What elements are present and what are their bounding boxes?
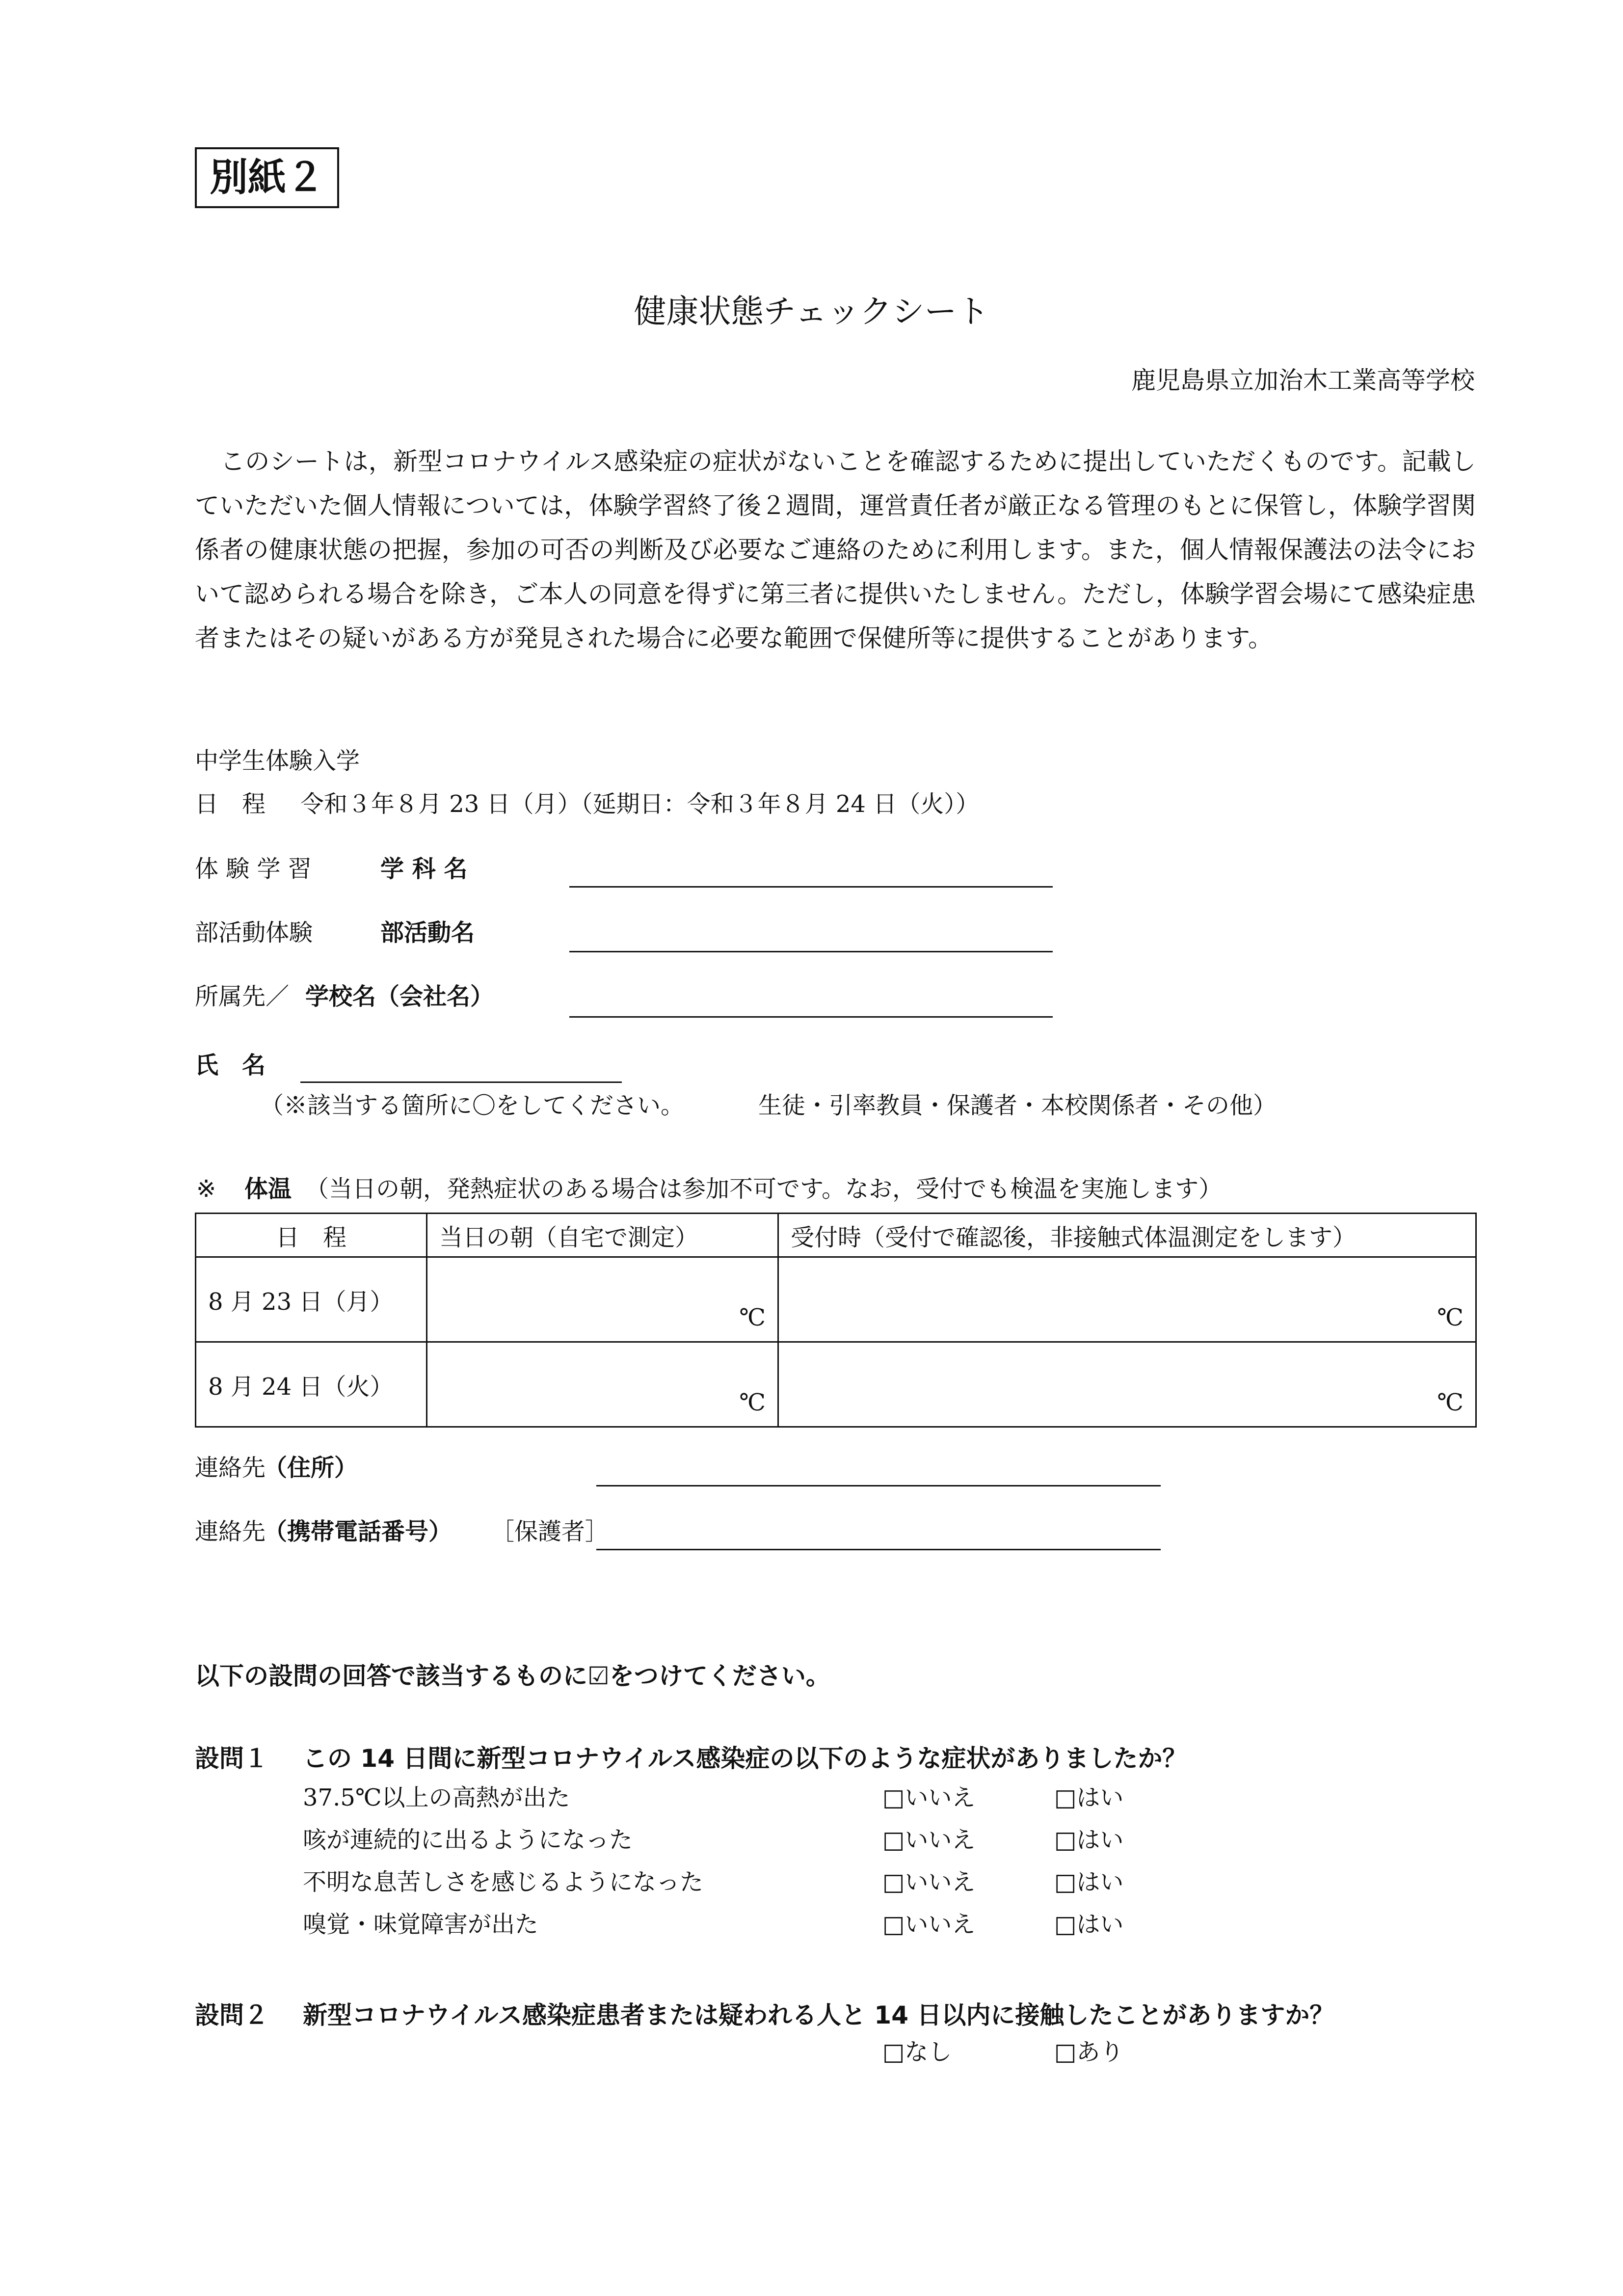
q1-no-checkbox[interactable]: □いいえ <box>882 1826 976 1854</box>
reception-temp-cell[interactable] <box>778 1257 1476 1342</box>
q1-yes-checkbox[interactable]: □はい <box>1054 1826 1124 1854</box>
q1-text: この 14 日間に新型コロナウイルス感染症の以下のような症状がありましたか？ <box>303 1744 1187 1773</box>
q1-item: 37.5℃以上の高熱が出た <box>303 1784 570 1811</box>
phone-input-line[interactable] <box>596 1549 1161 1550</box>
header-morning: 当日の朝（自宅で測定） <box>427 1214 778 1257</box>
header-schedule: 日 程 <box>196 1214 427 1257</box>
school-name: 鹿児島県立加治木工業高等学校 <box>1131 366 1475 395</box>
event-schedule-label: 日 程 <box>195 790 266 818</box>
affil-prefix: 所属先／ <box>195 983 290 1010</box>
club-label: 部活動名 <box>380 919 475 946</box>
table-header-row <box>196 1214 1476 1257</box>
celsius-unit: ℃ <box>739 1389 766 1416</box>
q2-label: 設問２ <box>195 2001 268 2029</box>
celsius-unit: ℃ <box>1437 1389 1463 1416</box>
temp-label: 体温 <box>244 1175 292 1203</box>
dept-label: 学 科 名 <box>380 855 468 883</box>
q1-item: 嗅覚・味覚障害が出た <box>303 1911 539 1938</box>
morning-temp-cell[interactable] <box>427 1257 778 1342</box>
celsius-unit: ℃ <box>739 1304 766 1331</box>
q1-no-checkbox[interactable]: □いいえ <box>882 1784 976 1811</box>
role-options[interactable]: 生徒・引率教員・保護者・本校関係者・その他） <box>758 1092 1277 1119</box>
q2-no-checkbox[interactable]: □なし <box>882 2038 952 2066</box>
affil-label: 学校名（会社名） <box>305 983 494 1010</box>
morning-temp-cell[interactable] <box>427 1342 778 1427</box>
dept-input-line[interactable] <box>569 886 1053 888</box>
q2-text: 新型コロナウイルス感染症患者または疑われる人と 14 日以内に接触したことがありますか？ <box>303 2001 1334 2029</box>
page-title: 健康状態チェックシート <box>634 293 989 330</box>
q1-no-checkbox[interactable]: □いいえ <box>882 1868 976 1896</box>
header-reception: 受付時（受付で確認後，非接触式体温測定をします） <box>778 1214 1476 1257</box>
club-prefix: 部活動体験 <box>195 919 313 946</box>
instruction: 以下の設問の回答で該当するものに☑をつけてください。 <box>195 1662 830 1690</box>
q1-item: 不明な息苦しさを感じるようになった <box>303 1868 704 1896</box>
contact-prefix: 連絡先 <box>195 1454 266 1482</box>
role-note: （※該当する箇所に〇をしてください。 <box>260 1092 685 1119</box>
dept-prefix: 体 験 学 習 <box>195 855 312 883</box>
contact-address-label: （住所） <box>264 1454 358 1482</box>
reception-temp-cell[interactable] <box>778 1342 1476 1427</box>
table-row <box>196 1257 1476 1342</box>
celsius-unit: ℃ <box>1437 1304 1463 1331</box>
name-input-line[interactable] <box>300 1081 622 1083</box>
event-schedule: 令和３年８月 23 日（月）（延期日：令和３年８月 24 日（火）） <box>300 790 980 818</box>
temp-note: （当日の朝，発熱症状のある場合は参加不可です。なお，受付でも検温を実施します） <box>305 1175 1223 1203</box>
temp-mark: ※ <box>196 1175 216 1203</box>
address-input-line[interactable] <box>596 1485 1161 1486</box>
contact-prefix: 連絡先 <box>195 1518 266 1545</box>
q1-item: 咳が連続的に出るようになった <box>303 1826 633 1854</box>
event-name: 中学生体験入学 <box>195 747 360 775</box>
name-label: 氏 名 <box>195 1052 266 1079</box>
q1-label: 設問１ <box>195 1744 268 1773</box>
q1-no-checkbox[interactable]: □いいえ <box>882 1911 976 1938</box>
temperature-table <box>195 1213 1477 1428</box>
q1-yes-checkbox[interactable]: □はい <box>1054 1911 1124 1938</box>
affil-input-line[interactable] <box>569 1016 1053 1018</box>
annex-label: 別紙２ <box>195 147 339 208</box>
q1-yes-checkbox[interactable]: □はい <box>1054 1868 1124 1896</box>
contact-phone-label: （携帯電話番号） <box>264 1518 452 1545</box>
table-row <box>196 1342 1476 1427</box>
guardian-label: ［保護者］ <box>491 1518 609 1545</box>
intro-paragraph: このシートは，新型コロナウイルス感染症の症状がないことを確認するために提出していただくものです。記載していただいた個人情報については，体験学習終了後２週間，運営責任者が厳正なる管理のもとに保管し，体験学習関係者の健康状態の把握，参加の可否の判断及び必要なご連絡のために利用します。また，個人情報保護法の法令において認められる場合を除き，ご本人の同意を得ずに第三者に提供いたしません。ただし，体験学習会場にて感染症患者またはその疑いがある方が発見された場合に必要な範囲で保健所等に提供することがあります。 <box>195 447 1476 652</box>
q1-yes-checkbox[interactable]: □はい <box>1054 1784 1124 1811</box>
club-input-line[interactable] <box>569 951 1053 952</box>
row-date: 8 月 24 日（火） <box>196 1342 427 1427</box>
row-date: 8 月 23 日（月） <box>196 1257 427 1342</box>
q2-yes-checkbox[interactable]: □あり <box>1054 2038 1124 2066</box>
